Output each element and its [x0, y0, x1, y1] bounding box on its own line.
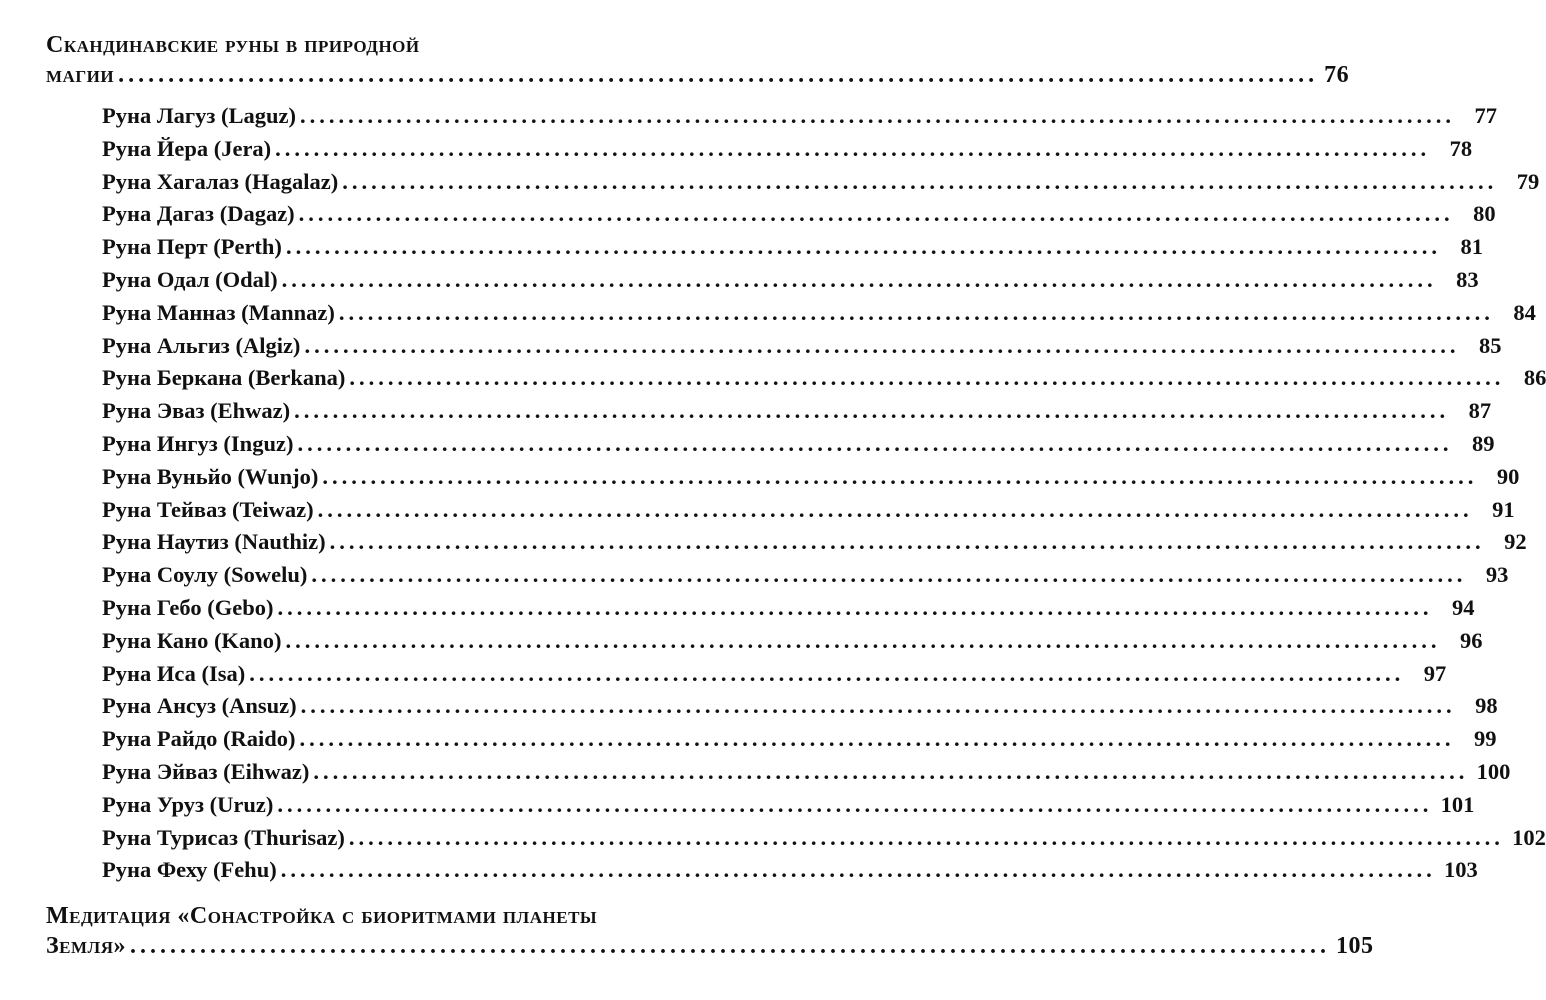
- dot-leader: ........................................................................................................................: [281, 266, 1437, 292]
- entry-label: Руна Феху (Fehu): [102, 857, 277, 883]
- section-title-line2: [46, 931, 1374, 961]
- toc-entry: [102, 592, 1475, 625]
- toc-entry: [102, 198, 1496, 231]
- entry-label: Руна Уруз (Uruz): [102, 791, 274, 817]
- entry-label: Руна Тейваз (Teiwaz): [102, 496, 314, 522]
- dot-leader: ........................................................................................................................: [299, 726, 1455, 752]
- toc-entry: [102, 625, 1483, 658]
- dot-leader: ........................................................................................................................: [313, 758, 1469, 784]
- entry-label: Руна Беркана (Berkana): [102, 365, 346, 391]
- page-number: 105: [1336, 933, 1374, 960]
- toc-entry: [102, 789, 1475, 822]
- toc-section-runes: [46, 30, 1350, 90]
- page-number: 79: [1516, 168, 1540, 194]
- dot-leader: ........................................................................................................................: [130, 933, 1330, 960]
- page-number: 92: [1504, 529, 1527, 555]
- toc-entry-list: [102, 100, 1546, 887]
- dot-leader: ........................................................................................................................: [304, 332, 1460, 358]
- section-title-line1: Скандинавские руны в природной: [46, 32, 420, 58]
- toc-entry: [102, 166, 1540, 199]
- section-title-line2: [46, 60, 1350, 90]
- toc-entry: [102, 231, 1483, 264]
- dot-leader: ........................................................................................................................: [329, 529, 1485, 555]
- dot-leader: ........................................................................................................................: [349, 365, 1505, 391]
- entry-label: Руна Эваз (Ehwaz): [102, 398, 291, 424]
- entry-label: Руна Манназ (Mannaz): [102, 299, 335, 325]
- entry-label: Руна Эйваз (Eihwaz): [102, 758, 310, 784]
- dot-leader: ........................................................................................................................: [311, 562, 1467, 588]
- page-number: 101: [1440, 791, 1475, 817]
- toc-entry: [102, 559, 1509, 592]
- dot-leader: ........................................................................................................................: [285, 234, 1441, 260]
- toc-entry: [102, 756, 1511, 789]
- entry-label: Руна Иса (Isa): [102, 660, 246, 686]
- toc-entry: [102, 100, 1497, 133]
- dot-leader: ........................................................................................................................: [277, 791, 1433, 817]
- entry-label: Руна Турисаз (Thurisaz): [102, 824, 345, 850]
- page-number: 102: [1512, 824, 1546, 850]
- page-number: 98: [1475, 693, 1498, 719]
- page-number: 93: [1485, 562, 1509, 588]
- page-number: 81: [1460, 234, 1483, 260]
- dot-leader: ........................................................................................................................: [322, 463, 1478, 489]
- toc-entry: [102, 690, 1498, 723]
- toc-entry: [102, 395, 1492, 428]
- entry-label: Руна Кано (Kano): [102, 627, 282, 653]
- page-number: 103: [1443, 857, 1478, 883]
- toc-section-meditation: [46, 901, 1374, 961]
- section-title-tail: магии: [46, 62, 115, 88]
- entry-label: Руна Одал (Odal): [102, 266, 278, 292]
- page-number: 84: [1513, 299, 1536, 325]
- page-number: 91: [1492, 496, 1515, 522]
- toc-entry: [102, 428, 1495, 461]
- entry-label: Руна Вуньйо (Wunjo): [102, 463, 319, 489]
- toc-entry: [102, 461, 1520, 494]
- page-number: 94: [1452, 594, 1475, 620]
- entry-label: Руна Альгиз (Algiz): [102, 332, 301, 358]
- dot-leader: ........................................................................................................................: [118, 62, 1319, 88]
- section-title-line1: Медитация «Сонастройка с биоритмами планеты: [46, 903, 598, 930]
- toc-entry: [102, 297, 1536, 330]
- toc-entry: [102, 526, 1527, 559]
- toc-entry: [102, 264, 1479, 297]
- page-number: 80: [1473, 201, 1496, 227]
- entry-label: Руна Ансуз (Ansuz): [102, 693, 297, 719]
- page-number: 100: [1476, 758, 1511, 784]
- entry-label: Руна Дагаз (Dagaz): [102, 201, 295, 227]
- table-of-contents: [46, 30, 1546, 961]
- dot-leader: ........................................................................................................................: [338, 299, 1494, 325]
- dot-leader: ........................................................................................................................: [299, 103, 1455, 128]
- entry-label: Руна Хагалаз (Hagalaz): [102, 168, 339, 194]
- page-number: 97: [1423, 660, 1447, 686]
- dot-leader: ........................................................................................................................: [300, 693, 1456, 719]
- dot-leader: ........................................................................................................................: [249, 660, 1405, 686]
- entry-label: Руна Райдо (Raido): [102, 726, 296, 752]
- page-number: 89: [1471, 430, 1495, 456]
- entry-label: Руна Соулу (Sowelu): [102, 562, 308, 588]
- page-number: 76: [1324, 62, 1350, 88]
- page-number: 77: [1474, 103, 1497, 128]
- page-number: 85: [1478, 332, 1502, 358]
- toc-entry: [102, 822, 1546, 855]
- page-number: 78: [1449, 135, 1473, 161]
- toc-entry: [102, 854, 1478, 887]
- dot-leader: ........................................................................................................................: [348, 824, 1504, 850]
- toc-entry: [102, 723, 1497, 756]
- toc-entry: [102, 330, 1502, 363]
- toc-entry: [102, 133, 1473, 166]
- page-number: 87: [1468, 398, 1492, 424]
- entry-label: Руна Гебо (Gebo): [102, 594, 274, 620]
- page-number: 83: [1456, 266, 1479, 292]
- dot-leader: ........................................................................................................................: [297, 430, 1453, 456]
- dot-leader: ........................................................................................................................: [285, 627, 1441, 653]
- page-number: 99: [1474, 726, 1497, 752]
- page-number: 90: [1496, 463, 1520, 489]
- entry-label: Руна Йера (Jera): [102, 135, 272, 161]
- dot-leader: ........................................................................................................................: [317, 496, 1473, 522]
- entry-label: Руна Перт (Perth): [102, 234, 282, 260]
- toc-entry: [102, 494, 1515, 527]
- dot-leader: ........................................................................................................................: [280, 857, 1436, 883]
- entry-label: Руна Лагуз (Laguz): [102, 103, 296, 128]
- toc-entry: [102, 658, 1447, 691]
- page-number: 96: [1459, 627, 1483, 653]
- entry-label: Руна Наутиз (Nauthiz): [102, 529, 326, 555]
- dot-leader: ........................................................................................................................: [275, 135, 1431, 161]
- dot-leader: ........................................................................................................................: [342, 168, 1498, 194]
- toc-entry: [102, 362, 1546, 395]
- section-title-tail: Земля»: [46, 933, 126, 960]
- dot-leader: ........................................................................................................................: [277, 594, 1433, 620]
- entry-label: Руна Ингуз (Inguz): [102, 430, 294, 456]
- page-number: 86: [1523, 365, 1546, 391]
- dot-leader: ........................................................................................................................: [298, 201, 1454, 227]
- dot-leader: ........................................................................................................................: [294, 398, 1450, 424]
